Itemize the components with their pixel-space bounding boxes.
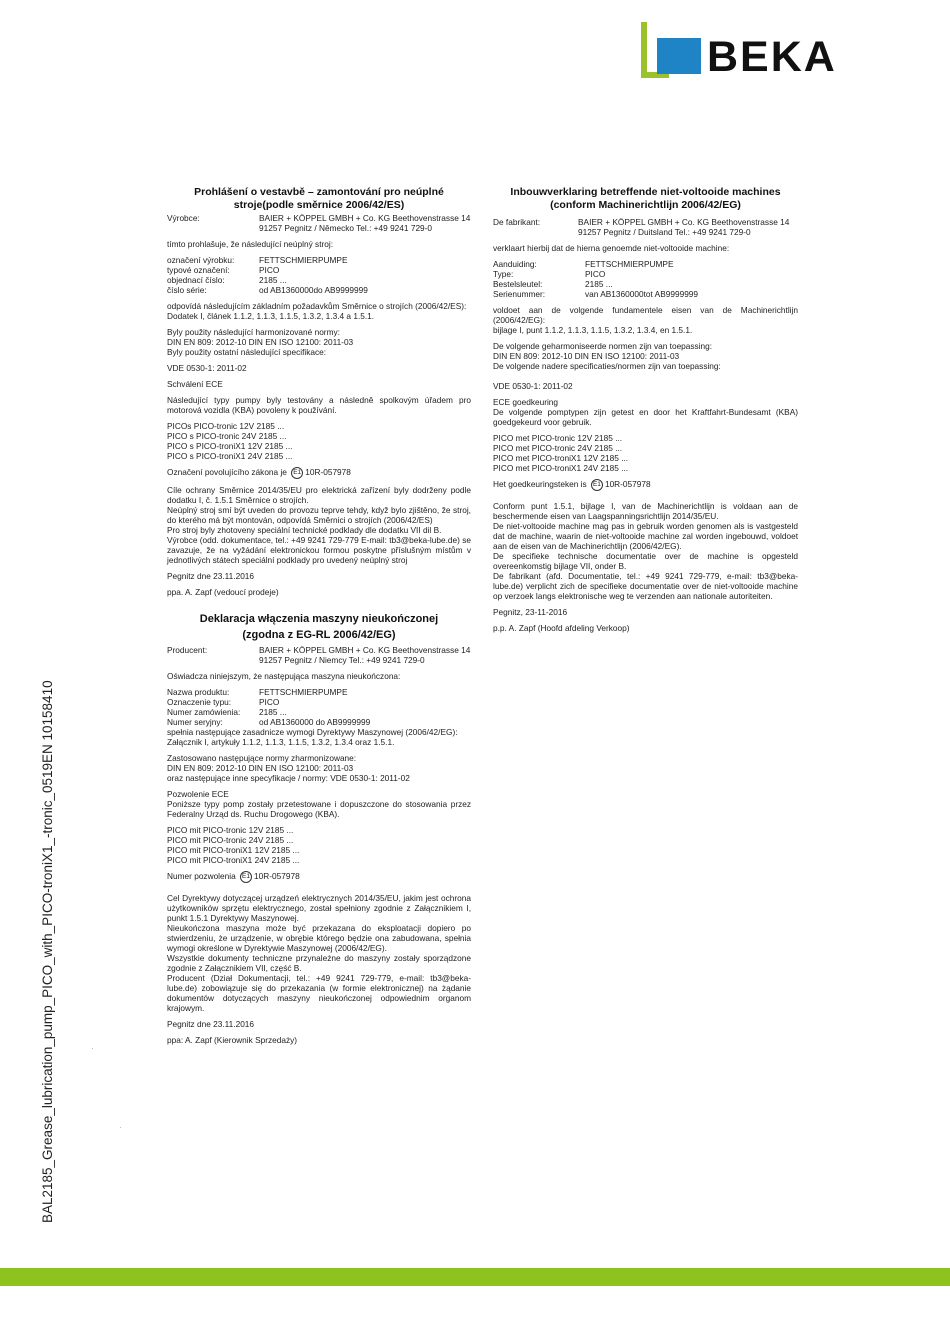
cz-lv-line: Výrobce (odd. dokumentace, tel.: +49 9241 729-779 E-mail: tb3@beka-lube.de) se zavazuje, že na vyžádání elektronickou formou poskytne příslušným místům v jednotlivých státech speciální podklady pro uvedený neúplný stroj [167,535,471,565]
nl-low-voltage [493,501,798,601]
pl-maker-address [259,645,471,665]
nl-permit-label: Het goedkeuringsteken is [493,479,587,490]
nl-key: Serienummer: [493,289,546,299]
cz-pump-item: PICO s PICO-troniX1 12V 2185 ... [167,441,293,451]
nl-pump-item: PICO met PICO-troniX1 24V 2185 ... [493,463,629,473]
nl-lv-line: De specifieke technische documentatie over de machine is opgesteld overeenkomstig bijlage VII, onder B. [493,551,798,571]
cz-key: označení výrobku: [167,255,235,265]
nl-product-table [493,259,798,299]
pl-norm-line2: DIN EN 809: 2012-10 DIN EN ISO 12100: 2011-03 [167,763,354,773]
cz-pump-list [167,421,471,461]
nl-maker-line1: BAIER + KÖPPEL GMBH + Co. KG Beethovenstrasse 14 [578,217,790,227]
nl-title [493,186,798,211]
pl-permit-label: Numer pozwolenia [167,871,236,882]
nl-requirements [493,305,798,335]
nl-lv-line: De niet-voltooide machine mag pas in gebruik worden genomen als is vastgesteld dat de machine, waarin de niet-voltooide machine zal worden ingebouwd, voldoet aan de eisen van de Machinerichtlijn (2006/42/EG). [493,521,798,551]
pl-ece-heading: Pozwolenie ECE [167,789,229,799]
pl-key: Nazwa produktu: [167,687,230,697]
cz-req-line2: Dodatek I, článek 1.1.2, 1.1.3, 1.1.5, 1.3.2, 1.3.4 a 1.5.1. [167,311,375,321]
nl-norm-line3: De volgende nadere specificaties/normen zijn van toepassing: [493,361,721,371]
cz-maker-label: Výrobce: [167,213,200,223]
footer-green-bar [0,1268,950,1286]
pl-value: od AB1360000 do AB9999999 [259,717,371,727]
pl-lv-line: Nieukończona maszyna może być przekazana do eksploatacji dopiero po stwierdzeniu, że urządzenie, w obrębie którego będzie ona zabudowana, spełnia wymogi określone w Dyrektywie Maszynowej (2006/42/EG). [167,923,471,953]
cz-req-line: odpovídá následujícím základním požadavkům Směrnice o strojích (2006/42/ES): [167,301,467,311]
pl-manufacturer [167,645,471,665]
pl-req-line: spełnia następujące zasadnicze wymogi Dyrektywy Maszynowej (2006/42/EG): [167,727,458,737]
pl-value: 2185 ... [259,707,287,717]
pl-lv-line: Wszystkie dokumenty techniczne przynależne do maszyny zostały sporządzone zgodnie z Załącznikiem VII, część B. [167,953,471,973]
pl-key: Numer zamówienia: [167,707,241,717]
pl-norms [167,753,471,783]
right-column [493,186,798,639]
nl-maker-address [578,217,798,237]
cz-maker-line1: BAIER + KÖPPEL GMBH + Co. KG Beethovenstrasse 14 [259,213,471,223]
pl-norm-line3: oraz następujące inne specyfikacje / normy: VDE 0530-1: 2011-02 [167,773,410,783]
nl-key: Type: [493,269,514,279]
document-id-vertical: BAL2185_Grease_lubrication_pump_PICO_with_PICO-troniX1_-tronic_0519EN 10158410 [40,680,55,1223]
left-column [167,186,471,1051]
czech-declaration [167,186,471,597]
cz-signature: ppa. A. Zapf (vedoucí prodeje) [167,587,279,597]
cz-pump-item: PICOs PICO-tronic 12V 2185 ... [167,421,285,431]
nl-pump-item: PICO met PICO-troniX1 12V 2185 ... [493,453,629,463]
pl-title-line1: Deklaracja włączenia maszyny nieukończonej [199,613,439,625]
pl-value: FETTSCHMIERPUMPE [259,687,348,697]
pl-pump-item: PICO mit PICO-tronic 24V 2185 ... [167,835,294,845]
pl-title [167,611,471,643]
scan-dot [120,1127,121,1128]
cz-permit [167,467,471,479]
nl-key: Aanduiding: [493,259,537,269]
logo-blue-square [657,38,701,74]
nl-signature: p.p. A. Zapf (Hoofd afdeling Verkoop) [493,623,630,633]
cz-value: FETTSCHMIERPUMPE [259,255,348,265]
nl-value: FETTSCHMIERPUMPE [585,259,674,269]
cz-permit-label: Označení povolujícího zákona je [167,467,287,478]
cz-vde: VDE 0530-1: 2011-02 [167,363,247,373]
cz-norm-line1: Byly použity následující harmonizované normy: [167,327,340,337]
cz-key: objednací číslo: [167,275,225,285]
cz-norm-line3: Byly použity ostatní následující specifikace: [167,347,327,357]
nl-key: Bestelsleutel: [493,279,543,289]
e1-mark-icon: E1 [291,467,303,479]
cz-lv-line: Neúplný stroj smí být uveden do provozu teprve tehdy, když bylo zjištěno, že stroj, do kterého má být montován, odpovídá Směrnici o strojích (2006/42/ES) [167,505,471,525]
cz-manufacturer [167,213,471,233]
cz-ece-text: Následující typy pumpy byly testovány a následně spolkovým úřadem pro motorová vozidla (KBA) povoleny k používání. [167,395,471,415]
pl-place-date: Pegnitz dne 23.11.2016 [167,1019,255,1029]
pl-pump-list [167,825,471,865]
nl-permit [493,479,798,491]
e1-mark-icon: E1 [240,871,252,883]
cz-value: PICO [259,265,280,275]
pl-maker-line2: 91257 Pegnitz / Niemcy Tel.: +49 9241 729-0 [259,655,425,665]
nl-pump-list [493,433,798,473]
scan-dot [92,1048,93,1049]
nl-req-line: voldoet aan de volgende fundamentele eisen van de Machinerichtlijn (2006/42/EG): [493,305,798,325]
pl-maker-line1: BAIER + KÖPPEL GMBH + Co. KG Beethovenstrasse 14 [259,645,471,655]
nl-req-line2: bijlage I, punt 1.1.2, 1.1.3, 1.1.5, 1.3.2, 1.3.4, en 1.5.1. [493,325,693,335]
nl-norm-line2: DIN EN 809: 2012-10 DIN EN ISO 12100: 2011-03 [493,351,680,361]
cz-pump-item: PICO s PICO-troniX1 24V 2185 ... [167,451,293,461]
nl-lv-line: De fabrikant (afd. Documentatie, tel.: +49 9241 729-779, e-mail: tb3@beka-lube.de) verplicht zich de specifieke documentatie over de niet-voltooide machine op verzoek langs elektronische weg te verzenden aan nationale autoriteiten. [493,571,798,601]
nl-pump-item: PICO met PICO-tronic 24V 2185 ... [493,443,623,453]
pl-signature: ppa: A. Zapf (Kierownik Sprzedaży) [167,1035,298,1045]
cz-value: od AB1360000do AB9999999 [259,285,368,295]
nl-norms [493,341,798,371]
cz-maker-line2: 91257 Pegnitz / Německo Tel.: +49 9241 729-0 [259,223,433,233]
cz-place-date: Pegnitz dne 23.11.2016 [167,571,255,581]
cz-lv-line: Cíle ochrany Směrnice 2014/35/EU pro elektrická zařízení byly dodrženy podle dodatku I, č. 1.5.1 Směrnice o strojích. [167,485,471,505]
pl-requirements [167,727,471,747]
cz-lv-line: Pro stroj byly zhotoveny speciální technické podklady dle dodatku VII dil B. [167,525,442,535]
cz-key: typové označení: [167,265,230,275]
pl-ece [167,789,471,819]
nl-pump-item: PICO met PICO-tronic 12V 2185 ... [493,433,623,443]
dutch-declaration [493,186,798,633]
nl-ece-text: De volgende pomptypen zijn getest en door het Kraftfahrt-Bundesamt (KBA) goedgekeurd voor gebruik. [493,407,798,427]
pl-lv-line: Cel Dyrektywy dotyczącej urządzeń elektrycznych 2014/35/EU, jakim jest ochrona użytkowników sprzętu elektrycznego, został spełniony zgodnie z Załącznikiem I, punkt 1.5.1 Dyrektywy Maszynowej. [167,893,471,923]
nl-maker-label: De fabrikant: [493,217,541,227]
cz-title-line1: Prohlášení o vestavbě – zamontování pro neúplné [194,186,444,198]
nl-value: PICO [585,269,606,279]
pl-product-table [167,687,471,727]
nl-ece-heading: ECE goedkeuring [493,397,559,407]
nl-declare: verklaart hierbij dat de hierna genoemde niet-voltooide machine: [493,243,730,253]
nl-title-line2: (conform Machinerichtlijn 2006/42/EG) [550,198,741,211]
nl-permit-number: 10R-057978 [604,479,651,490]
logo-text: BEKA [707,33,837,81]
pl-pump-item: PICO mit PICO-troniX1 12V 2185 ... [167,845,300,855]
cz-permit-number: 10R-057978 [305,467,351,478]
pl-permit [167,871,471,883]
cz-maker-address [259,213,471,233]
nl-manufacturer [493,217,798,237]
pl-lv-line: Producent (Dział Dokumentacji, tel.: +49 9241 729-779, e-mail: tb3@beka-lube.de) zobowiązuje się do przekazania (w formie elektronicznej) na żądanie dokumentów dotyczących maszyny nieukończonej odpowiednim organom krajowym. [167,973,471,1013]
cz-value: 2185 ... [259,275,287,285]
pl-norm-line1: Zastosowano następujące normy zharmonizowane: [167,753,357,763]
nl-value: 2185 ... [585,279,613,289]
cz-declare: tímto prohlašuje, že následující neúplný stroj: [167,239,334,249]
nl-norm-line1: De volgende geharmoniseerde normen zijn van toepassing: [493,341,713,351]
pl-ece-text: Poniższe typy pomp zostały przetestowane i dopuszczone do stosowania przez Federalny Urząd ds. Ruchu Drogowego (KBA). [167,799,471,819]
pl-title-line2: (zgodna z EG-RL 2006/42/EG) [242,629,396,641]
nl-maker-line2: 91257 Pegnitz / Duitsland Tel.: +49 9241 729-0 [578,227,751,237]
nl-value: van AB1360000tot AB9999999 [585,289,699,299]
cz-low-voltage [167,485,471,565]
cz-key: číslo série: [167,285,207,295]
cz-title-line2: stroje(podle směrnice 2006/42/ES) [233,198,405,211]
pl-low-voltage [167,893,471,1013]
pl-maker-label: Producent: [167,645,208,655]
cz-norm-line2: DIN EN 809: 2012-10 DIN EN ISO 12100: 2011-03 [167,337,354,347]
pl-pump-item: PICO mit PICO-troniX1 24V 2185 ... [167,855,300,865]
pl-declare: Oświadcza niniejszym, że następująca maszyna nieukończona: [167,671,401,681]
nl-lv-line: Conform punt 1.5.1, bijlage I, van de Machinerichtlijn is voldaan aan de beschermende eisen van Laagspanningsrichtlijn 2014/35/EU. [493,501,798,521]
cz-pump-item: PICO s PICO-tronic 24V 2185 ... [167,431,287,441]
beka-logo [641,22,881,84]
e1-mark-icon: E1 [591,479,603,491]
pl-key: Numer seryjny: [167,717,223,727]
cz-product-table [167,255,471,295]
polish-declaration [167,611,471,1045]
nl-place-date: Pegnitz, 23-11-2016 [493,607,568,617]
cz-norms [167,327,471,357]
pl-permit-number: 10R-057978 [254,871,300,882]
pl-req-line2: Załącznik I, artykuły 1.1.2, 1.1.3, 1.1.5, 1.3.2, 1.3.4 oraz 1.5.1. [167,737,395,747]
cz-title [167,186,471,211]
pl-key: Oznaczenie typu: [167,697,232,707]
nl-title-line1: Inbouwverklaring betreffende niet-voltooide machines [510,186,781,198]
nl-vde: VDE 0530-1: 2011-02 [493,381,573,391]
cz-requirements [167,301,471,321]
nl-ece [493,397,798,427]
cz-ece-heading: Schválení ECE [167,379,223,389]
pl-pump-item: PICO mit PICO-tronic 12V 2185 ... [167,825,294,835]
logo-green-bar [641,22,647,78]
pl-value: PICO [259,697,280,707]
